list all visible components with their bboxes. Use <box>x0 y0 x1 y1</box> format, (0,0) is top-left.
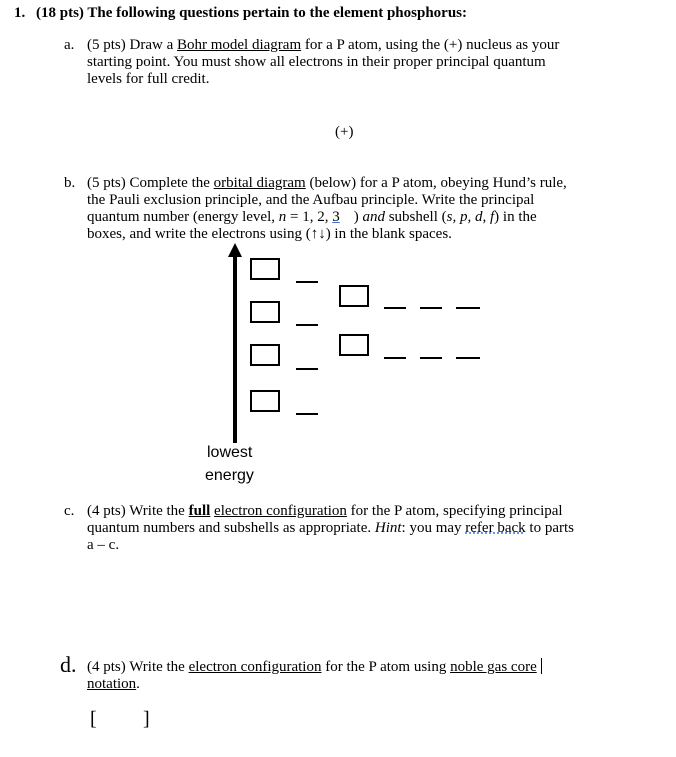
orbital-box[interactable] <box>339 334 369 356</box>
notation-link: notation <box>87 676 137 692</box>
text: ) in the <box>494 209 537 225</box>
part-c-line-2 <box>87 520 574 537</box>
part-c-line-1 <box>87 503 563 520</box>
electron-blank[interactable] <box>296 413 318 415</box>
text: s, p, d, f <box>446 209 495 225</box>
text: ) <box>353 209 363 225</box>
electron-blank[interactable] <box>420 307 442 309</box>
text: (4 pts) Write the <box>87 659 189 675</box>
part-b-line-3 <box>87 209 537 226</box>
orbital-box[interactable] <box>250 301 280 323</box>
orbital-box[interactable] <box>250 344 280 366</box>
electron-blank[interactable] <box>296 324 318 326</box>
question-number: 1. <box>14 5 26 21</box>
text: Hint <box>374 520 402 536</box>
axis-label-lowest: lowest <box>207 444 253 461</box>
part-d-marker: d. <box>60 652 77 677</box>
part-c-marker: c. <box>64 503 75 519</box>
orbital-diagram-link: orbital diagram <box>213 175 306 191</box>
text-cursor <box>541 658 542 674</box>
orbital-box[interactable] <box>250 258 280 280</box>
text: n <box>278 209 287 225</box>
part-a-line-3: levels for full credit. <box>87 71 210 87</box>
question-title: (18 pts) The following questions pertain to the element phosphorus: <box>36 5 468 21</box>
part-c-line-3: a – c. <box>87 537 120 553</box>
nucleus-label: (+) <box>335 124 354 140</box>
electron-configuration-link: electron configuration <box>188 659 322 675</box>
axis-label-energy: energy <box>205 467 254 484</box>
text: for the P atom, specifying principal <box>346 503 563 519</box>
part-d-line-2 <box>87 676 140 693</box>
part-a-line-2: starting point. You must show all electrons in their proper principal quantum <box>87 54 546 70</box>
electron-blank[interactable] <box>456 357 480 359</box>
orbital-box[interactable] <box>339 285 369 307</box>
part-a-marker: a. <box>64 37 75 53</box>
electron-blank[interactable] <box>420 357 442 359</box>
text: for a P atom, using the (+) nucleus as your <box>301 37 560 53</box>
text: for the P atom using <box>321 659 451 675</box>
text: and <box>362 209 385 225</box>
text: : you may <box>401 520 466 536</box>
part-a-line-1 <box>87 37 559 54</box>
text: refer back <box>465 520 526 536</box>
text: (5 pts) Complete the <box>87 175 214 191</box>
text: (4 pts) Write the <box>87 503 189 519</box>
bracket-left: [ <box>90 708 97 730</box>
bohr-model-link: Bohr model diagram <box>176 37 302 53</box>
electron-configuration-link: electron configuration <box>214 503 347 519</box>
text: (5 pts) Draw a <box>87 37 177 53</box>
text: = 1, 2, <box>286 209 333 225</box>
orbital-box[interactable] <box>250 390 280 412</box>
text: . <box>136 676 140 692</box>
part-d-line-1 <box>87 658 542 676</box>
electron-blank[interactable] <box>384 307 406 309</box>
text: (below) for a P atom, obeying Hund’s rule, <box>305 175 567 191</box>
text: to parts <box>525 520 574 536</box>
part-b-line-4: boxes, and write the electrons using (↑↓) in the blank spaces. <box>87 226 452 242</box>
noble-gas-core-link: noble gas core <box>450 659 537 675</box>
energy-arrow-icon <box>225 243 245 445</box>
text: quantum number (energy level, <box>87 209 279 225</box>
electron-blank[interactable] <box>384 357 406 359</box>
electron-blank[interactable] <box>296 368 318 370</box>
electron-blank[interactable] <box>296 281 318 283</box>
part-b-line-1 <box>87 175 567 192</box>
bracket-right: ] <box>143 708 150 730</box>
electron-blank[interactable] <box>456 307 480 309</box>
part-b-line-2: the Pauli exclusion principle, and the Aufbau principle. Write the principal <box>87 192 535 208</box>
text: 3 <box>332 209 340 225</box>
part-b-marker: b. <box>64 175 76 191</box>
text: full <box>188 503 211 519</box>
text: quantum numbers and subshells as appropriate. <box>87 520 375 536</box>
text: subshell ( <box>384 209 447 225</box>
